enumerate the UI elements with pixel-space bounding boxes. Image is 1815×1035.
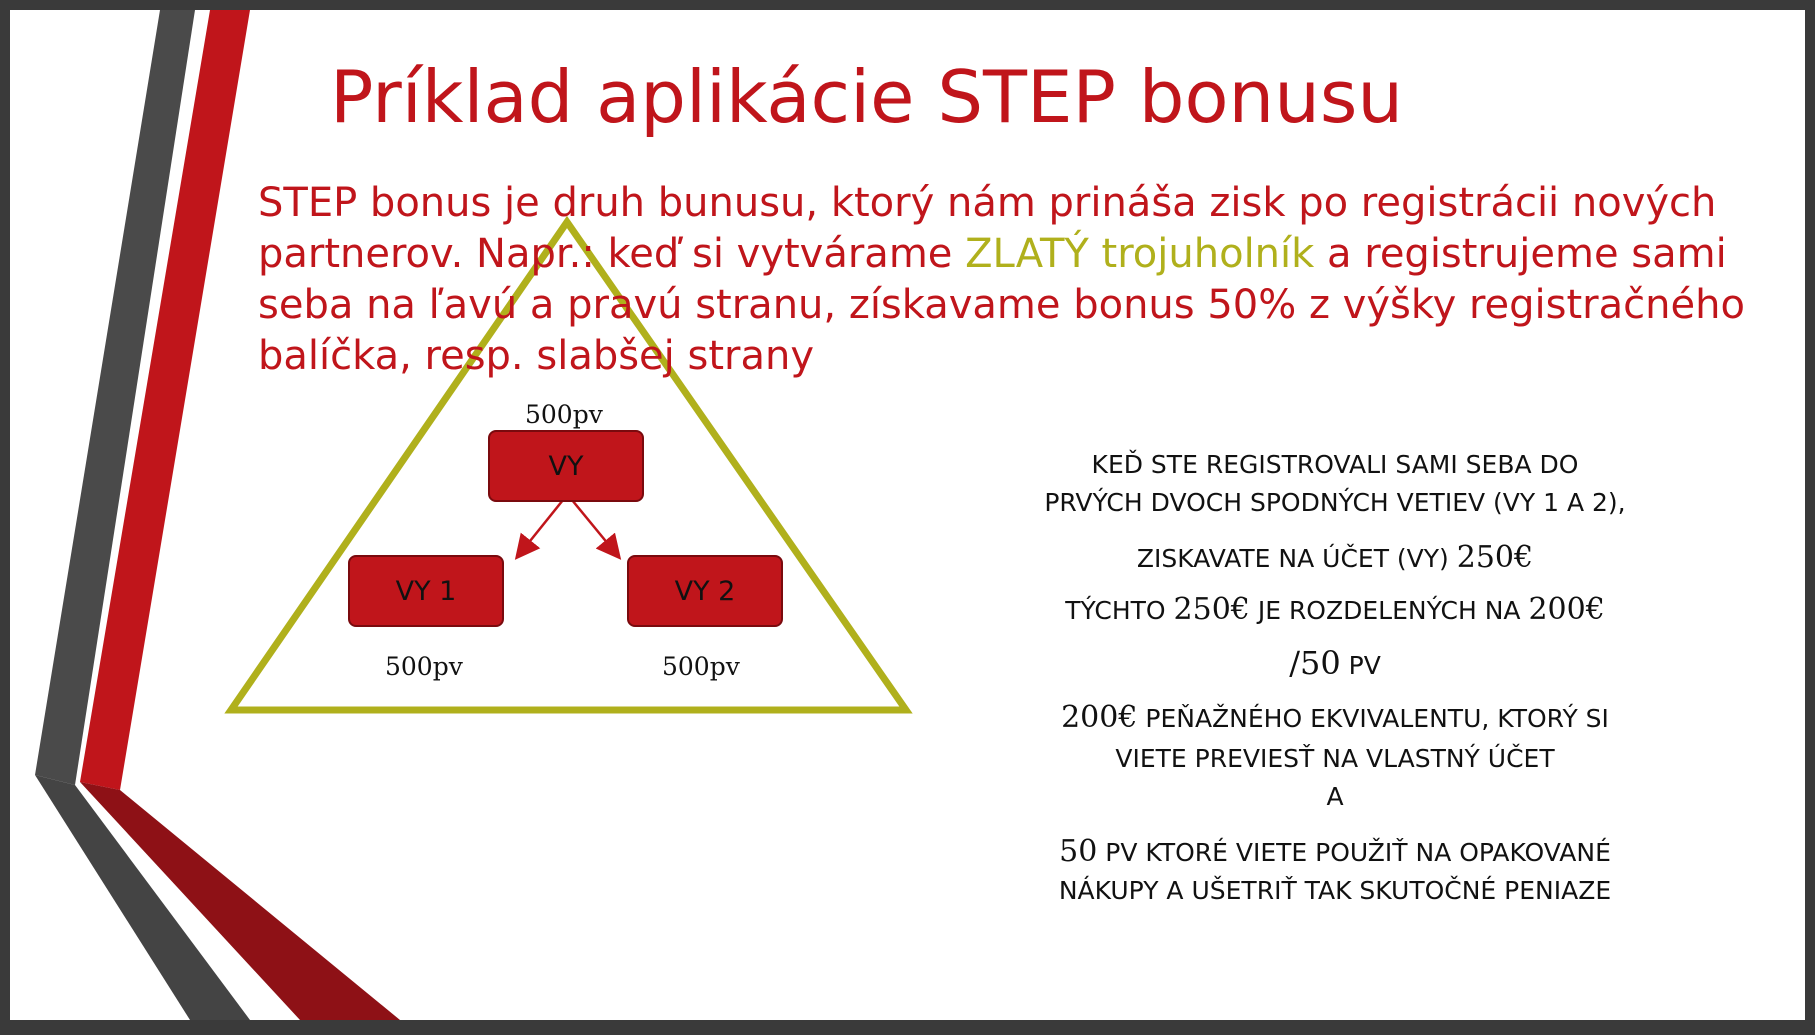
info-line-4b: 250€ (1173, 592, 1250, 627)
info-line-6b: PEŇAŽNÉHO EKVIVALENTU, KTORÝ SI (1137, 704, 1609, 733)
info-line-4 (990, 592, 1680, 644)
node-vy2-label: VY 2 (674, 575, 736, 607)
golden-triangle-diagram (10, 10, 1010, 770)
intro-highlight: ZLATÝ trojuholník (965, 231, 1315, 277)
node-vy (488, 430, 644, 502)
node-vy1 (348, 555, 504, 627)
intro-part2: a registrujeme sami seba na ľavú a pravú stranu, získavame bonus 50% z výšky registračného balíčka, resp. slabšej strany (258, 231, 1745, 379)
slide-title: Príklad aplikácie STEP bonusu (330, 55, 1403, 139)
top-node-pv: 500pv (525, 400, 603, 429)
node-vy-label: VY (548, 450, 584, 482)
info-line-3a: ZISKAVATE NA ÚČET (VY) (1136, 544, 1457, 573)
info-line-4a: TÝCHTO (1065, 596, 1174, 625)
info-line-4c: JE ROZDELENÝCH NA (1249, 596, 1529, 625)
left-node-pv: 500pv (385, 652, 463, 681)
right-node-pv: 500pv (662, 652, 740, 681)
info-line-7: VIETE PREVIESŤ NA VLASTNÝ ÚČET (1115, 744, 1555, 773)
info-line-9b: PV KTORÉ VIETE POUŽIŤ NA OPAKOVANÉ (1097, 838, 1611, 867)
info-line-9 (990, 834, 1680, 876)
info-line-5b: PV (1340, 651, 1381, 680)
node-vy2 (627, 555, 783, 627)
arrow-to-left (518, 500, 563, 556)
info-line-6a: 200€ (1061, 700, 1138, 735)
info-line-3b: 250€ (1456, 540, 1534, 575)
info-line-8: A (1326, 782, 1344, 811)
node-vy1-label: VY 1 (395, 575, 457, 607)
intro-part1: STEP bonus je druh bunusu, ktorý nám prináša zisk po registrácii nových partnerov. Napr.: keď si vytvárame (258, 180, 1717, 277)
info-line-5a: /50 (1289, 644, 1341, 682)
intro-text (258, 178, 1758, 382)
slide (10, 10, 1805, 1020)
info-line-10: NÁKUPY A UŠETRIŤ TAK SKUTOČNÉ PENIAZE (1058, 876, 1612, 905)
info-line-5 (990, 644, 1680, 700)
info-line-1: KEĎ STE REGISTROVALI SAMI SEBA DO (1091, 450, 1579, 479)
arrow-to-right (572, 500, 618, 556)
info-line-9a: 50 (1059, 834, 1098, 869)
info-text-block (990, 450, 1680, 916)
info-line-6 (990, 700, 1680, 744)
info-line-2: PRVÝCH DVOCH SPODNÝCH VETIEV (VY 1 A 2), (1044, 488, 1626, 517)
info-line-4d: 200€ (1528, 592, 1605, 627)
info-line-3 (990, 540, 1680, 592)
